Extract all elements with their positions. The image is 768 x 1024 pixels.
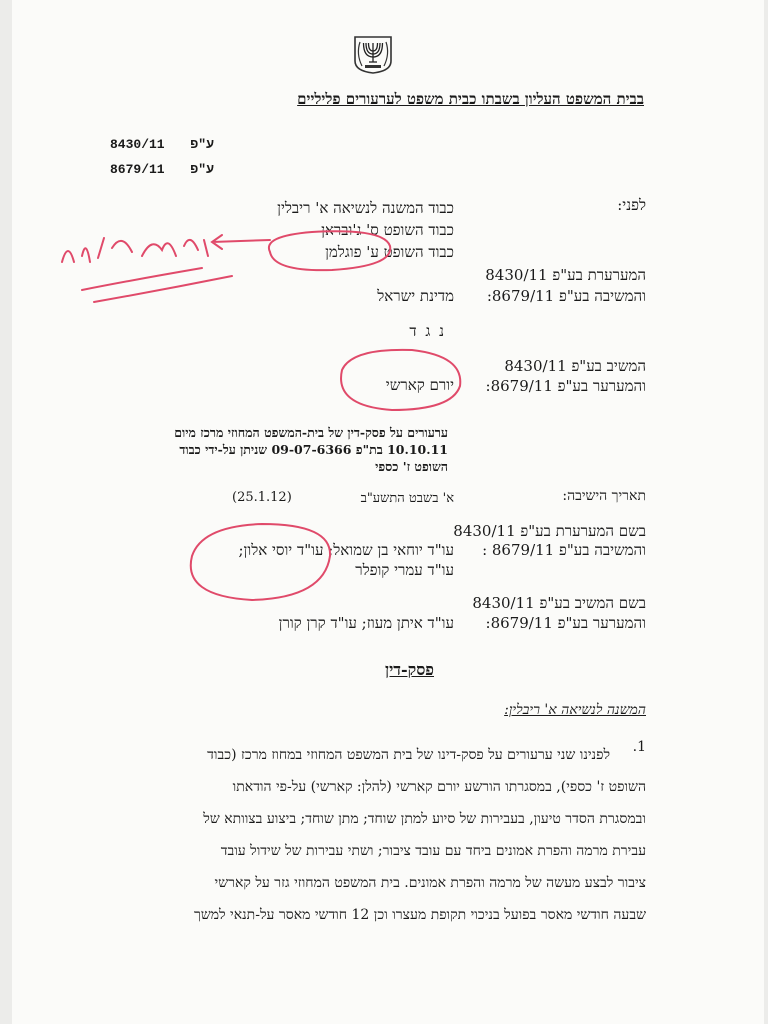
defense-counsel-label-line2: והמערער בע"פ 8679/11: — [485, 614, 646, 632]
document-page — [12, 0, 764, 1024]
pen-annotations — [12, 0, 764, 1024]
appeal-description: ערעורים על פסק-דין של בית-המשפט המחוזי מרכז מיום 10.10.11 בת"פ 09-07-6366 שניתן על-ידי כבוד השופט ז' כספי — [174, 425, 448, 474]
paragraph-line: שבעה חודשי מאסר בפועל בניכוי תקופת מעצרו וכן 12 חודשי מאסר על-תנאי למשך — [193, 907, 646, 923]
paragraph-number: 1. — [632, 739, 646, 755]
pen-arrow — [212, 235, 270, 249]
judge-2: כבוד השופט ס' ג'ובראן — [321, 221, 454, 239]
appellant-label-line1: המערערת בע"פ 8430/11 — [485, 266, 646, 284]
paragraph-line: ציבור לבצע מעשה של מרמה והפרת אמונים. בית המשפט המחוזי גזר על קארשי — [214, 875, 646, 891]
appellant-name: מדינת ישראל — [377, 287, 454, 305]
judge-3: כבוד השופט ע' פוגלמן — [325, 243, 454, 261]
pen-circle-judge — [269, 231, 390, 270]
hearing-label: תאריך הישיבה: — [562, 488, 646, 504]
case-number-value: 8430/11 — [110, 137, 165, 152]
case-number-prefix: ע"פ — [190, 137, 214, 152]
appellant-label-line2: והמשיבה בע"פ 8679/11: — [486, 287, 646, 305]
paragraph-line: ובמסגרת הסדר טיעון, בעבירות של סיוע למתן שוחד; מתן שוחד; ביצוע בצוותא של — [203, 811, 646, 827]
hearing-hebrew-date: א' בשבט התשע"ב — [360, 491, 454, 506]
pen-scribble — [62, 238, 208, 262]
state-counsel-label-line2: והמשיבה בע"פ 8679/11 : — [482, 541, 646, 559]
case-number-prefix: ע"פ — [190, 162, 214, 177]
respondent-label-line2: והמערער בע"פ 8679/11: — [485, 377, 646, 395]
defense-counsel-names: עו"ד איתן מעוז; עו"ד קרן קורן — [278, 614, 454, 632]
judgment-title: פסק-דין — [385, 660, 434, 679]
paragraph-line: השופט ז' כספי), במסגרתו הורשע יורם קארשי (להלן: קארשי) על-פי הודאתו — [232, 779, 646, 795]
versus: נ ג ד — [409, 322, 446, 340]
panel-label: לפני: — [617, 196, 646, 214]
judge-1: כבוד המשנה לנשיאה א' ריבלין — [277, 199, 454, 217]
pen-circle-counsel — [191, 524, 330, 600]
court-title: בבית המשפט העליון בשבתו כבית משפט לערעורים פליליים — [297, 90, 644, 108]
hearing-date: (25.1.12) — [232, 490, 292, 505]
pen-underline — [82, 268, 202, 290]
case-number-value: 8679/11 — [110, 162, 165, 177]
judgment-author: המשנה לנשיאה א' ריבלין: — [504, 702, 646, 718]
paragraph-line: לפנינו שני ערעורים על פסק-דינו של בית המשפט המחוזי במחוז מרכז (כבוד — [207, 747, 610, 763]
state-counsel-label-line1: בשם המערערת בע"פ 8430/11 — [453, 522, 646, 540]
paragraph-line: עבירת מרמה והפרת אמונים ביחד עם עובד ציבור; ושתי עבירות של שידול עובד — [220, 843, 646, 859]
respondent-label-line1: המשיב בע"פ 8430/11 — [504, 357, 646, 375]
pen-circle-respondent — [341, 350, 460, 410]
pen-underline — [94, 276, 232, 302]
defense-counsel-label-line1: בשם המשיב בע"פ 8430/11 — [472, 594, 646, 612]
state-counsel-names-2: עו"ד עמרי קופלר — [355, 561, 454, 579]
respondent-name: יורם קארשי — [385, 376, 454, 394]
state-counsel-names-1: עו"ד יוחאי בן שמואל; עו"ד יוסי אלון; — [238, 541, 454, 559]
